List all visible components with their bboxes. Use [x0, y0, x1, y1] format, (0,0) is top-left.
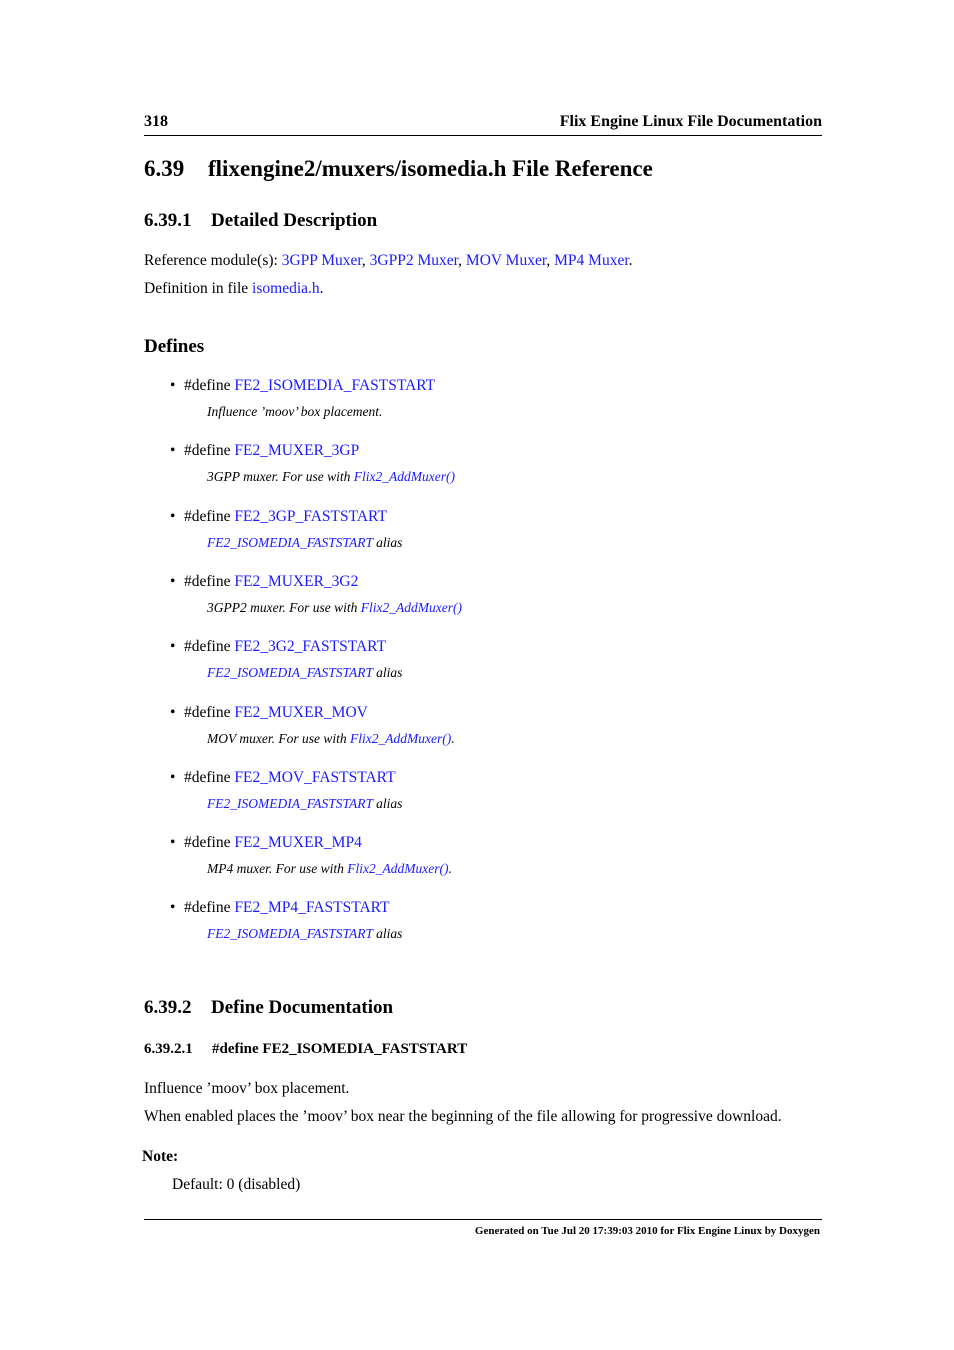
page	[144, 0, 822, 1350]
description-text: 3GPP2 muxer. For use with	[207, 599, 361, 615]
module-link-mov[interactable]: MOV Muxer	[465, 252, 547, 269]
description-link[interactable]: Flix2_AddMuxer()	[360, 599, 462, 615]
define-keyword: #define	[184, 899, 231, 917]
define-description	[207, 796, 402, 812]
definition-file-link[interactable]: isomedia.h	[252, 280, 320, 297]
define-description	[207, 861, 452, 877]
define-keyword: #define	[184, 768, 231, 786]
subsection-title: Detailed Description	[211, 210, 378, 231]
definition-line	[144, 280, 324, 298]
description-suffix: alias	[372, 534, 403, 550]
note-text: Default: 0 (disabled)	[172, 1176, 301, 1193]
period: .	[319, 280, 324, 297]
description-suffix: alias	[372, 926, 403, 942]
define-name-link[interactable]: FE2_3GP_FASTSTART	[234, 507, 387, 525]
define-keyword: #define	[184, 834, 231, 852]
description-suffix: alias	[372, 665, 403, 681]
define-description	[207, 926, 402, 942]
define-documentation-heading	[144, 997, 393, 1019]
define-keyword: #define	[184, 442, 231, 460]
subsubsection-title: #define FE2_ISOMEDIA_FASTSTART	[212, 1041, 468, 1057]
define-keyword: #define	[184, 703, 231, 721]
define-item	[170, 573, 358, 591]
description-text: 3GPP muxer. For use with	[207, 469, 354, 485]
note-label: Note:	[142, 1148, 179, 1165]
description-link[interactable]: FE2_ISOMEDIA_FASTSTART	[207, 926, 373, 942]
module-link-mp4[interactable]: MP4 Muxer	[554, 252, 629, 269]
define-item	[170, 704, 368, 722]
define-item	[170, 442, 359, 460]
define-keyword: #define	[184, 638, 231, 656]
define-keyword: #define	[184, 572, 231, 590]
define-name-link[interactable]: FE2_MUXER_3GP	[234, 442, 360, 460]
subsubsection-number: 6.39.2.1	[144, 1041, 193, 1057]
description-link[interactable]: Flix2_AddMuxer()	[350, 730, 452, 746]
module-link-3gpp2[interactable]: 3GPP2 Muxer	[369, 252, 459, 269]
description-suffix: .	[451, 730, 455, 746]
bullet-icon: •	[170, 507, 176, 525]
description-link[interactable]: FE2_ISOMEDIA_FASTSTART	[207, 534, 373, 550]
bullet-icon: •	[170, 377, 176, 394]
page-number: 318	[144, 113, 168, 130]
description-text: Influence ’moov’ box placement.	[207, 404, 383, 419]
footer-rule	[144, 1219, 822, 1220]
define-description	[207, 535, 402, 551]
define-item	[170, 769, 396, 787]
bullet-icon: •	[170, 442, 176, 460]
description-suffix: .	[448, 861, 452, 877]
definition-prefix: Definition in file	[144, 280, 249, 297]
description-link[interactable]: FE2_ISOMEDIA_FASTSTART	[207, 665, 373, 681]
section-title	[144, 156, 653, 182]
subsection-number: 6.39.2	[144, 997, 192, 1018]
define-item	[170, 834, 362, 852]
description-link[interactable]: Flix2_AddMuxer()	[353, 469, 455, 485]
define-item	[170, 899, 390, 917]
define-item	[170, 377, 435, 395]
description-link[interactable]: FE2_ISOMEDIA_FASTSTART	[207, 795, 373, 811]
define-name-link[interactable]: FE2_MOV_FASTSTART	[234, 768, 396, 786]
description-suffix: alias	[372, 795, 403, 811]
bullet-icon: •	[170, 703, 176, 721]
header-rule	[144, 135, 822, 136]
define-description	[207, 665, 402, 681]
footer-text: Generated on Tue Jul 20 17:39:03 2010 for Flix Engine Linux by Doxygen	[474, 1225, 820, 1237]
define-description	[207, 469, 455, 485]
define-item	[170, 508, 387, 526]
define-subheading	[144, 1041, 467, 1058]
define-name-link[interactable]: FE2_3G2_FASTSTART	[234, 638, 387, 656]
section-title-text: flixengine2/muxers/isomedia.h File Reference	[208, 156, 653, 181]
define-description	[207, 600, 462, 616]
subsection-number: 6.39.1	[144, 210, 192, 231]
reference-modules-line: Reference module(s): 3GPP Muxer, 3GPP2 Muxer, MOV Muxer, MP4 Muxer.	[144, 252, 633, 269]
define-keyword: #define	[184, 507, 231, 525]
module-link-3gpp[interactable]: 3GPP Muxer	[281, 252, 362, 269]
define-name-link[interactable]: FE2_MP4_FASTSTART	[234, 899, 390, 917]
define-description	[207, 404, 382, 420]
section-number: 6.39	[144, 156, 185, 181]
define-item	[170, 638, 386, 656]
define-name-link[interactable]: FE2_ISOMEDIA_FASTSTART	[234, 377, 436, 394]
define-name-link[interactable]: FE2_MUXER_MP4	[234, 834, 362, 852]
bullet-icon: •	[170, 638, 176, 656]
description-text: MP4 muxer. For use with	[207, 861, 348, 877]
description-text: MOV muxer. For use with	[207, 730, 350, 746]
reference-prefix: Reference module(s):	[144, 252, 278, 269]
description-link[interactable]: Flix2_AddMuxer()	[347, 861, 449, 877]
define-paragraph-1: Influence ’moov’ box placement.	[144, 1080, 350, 1097]
bullet-icon: •	[170, 768, 176, 786]
bullet-icon: •	[170, 572, 176, 590]
running-header-title: Flix Engine Linux File Documentation	[559, 113, 822, 130]
bullet-icon: •	[170, 899, 176, 917]
define-keyword: #define	[184, 377, 231, 394]
define-name-link[interactable]: FE2_MUXER_3G2	[234, 572, 359, 590]
period: .	[628, 252, 633, 269]
define-description	[207, 731, 455, 747]
subsection-title: Define Documentation	[211, 997, 394, 1018]
detailed-description-heading	[144, 210, 377, 232]
defines-heading: Defines	[144, 336, 205, 357]
bullet-icon: •	[170, 834, 176, 852]
define-name-link[interactable]: FE2_MUXER_MOV	[234, 703, 368, 721]
define-paragraph-2: When enabled places the ’moov’ box near the beginning of the file allowing for progressive download.	[144, 1108, 782, 1125]
